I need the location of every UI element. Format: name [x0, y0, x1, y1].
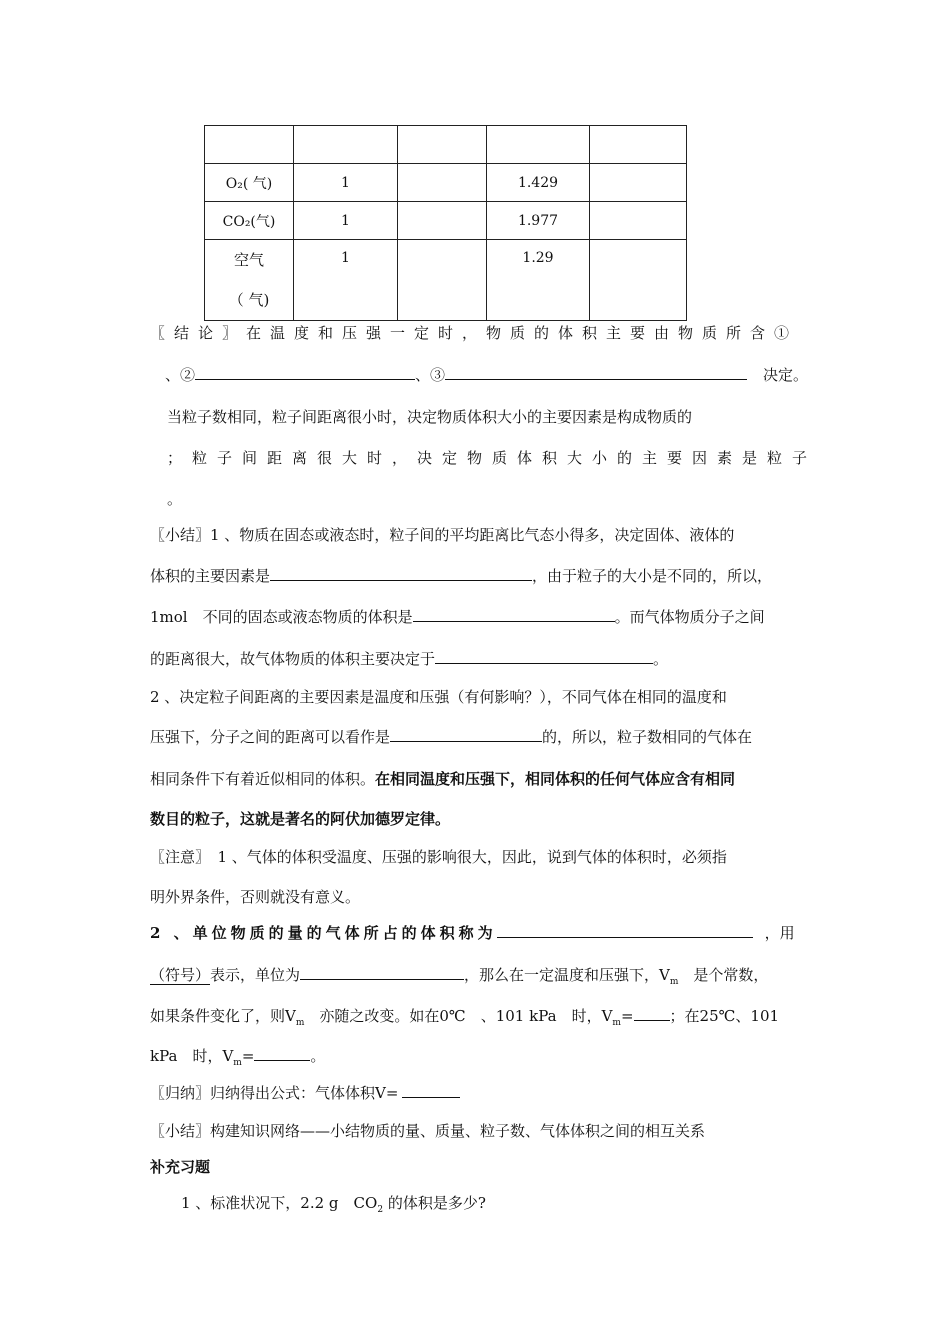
avogadro-law: 数目的粒子，这就是著名的阿伏加德罗定律。 — [150, 810, 451, 828]
blank-unit — [300, 964, 464, 980]
text-span: 。而气体物质分子之间 — [614, 608, 765, 626]
note-line-5 — [150, 1005, 779, 1028]
text-span: 1 、标准状况下，2.2 g CO — [181, 1194, 378, 1212]
blank-formula — [402, 1082, 460, 1098]
text-span: 〖归纳〗归纳得出公式：气体体积V= — [150, 1084, 399, 1102]
text-span: ；在25℃、101 — [669, 1007, 780, 1025]
summary1-line-4 — [150, 648, 668, 669]
blank-vm-25c — [254, 1045, 310, 1061]
table-cell: 1 — [294, 202, 398, 240]
text-span: 2 — [377, 1205, 384, 1215]
air-label: 空气 — [233, 251, 264, 269]
note-line-4 — [150, 964, 768, 987]
table-cell: 1.977 — [487, 202, 590, 240]
text-span: 、③ — [415, 366, 446, 384]
text-span: m — [612, 1018, 621, 1028]
text-span: 体积的主要因素是 — [150, 567, 271, 585]
gas-data-table — [204, 125, 687, 321]
blank-gas — [435, 648, 653, 664]
table-cell — [590, 240, 687, 321]
blank-vm-stp — [634, 1005, 670, 1021]
note-line-3 — [150, 922, 795, 943]
blank-3 — [445, 364, 747, 380]
text-span: 的体积是多少? — [383, 1194, 486, 1212]
table-cell — [590, 164, 687, 202]
table-cell: 1.29 — [487, 240, 590, 321]
table-cell — [205, 126, 294, 164]
text-span: m — [295, 1018, 305, 1028]
table-cell — [205, 240, 294, 321]
summary1-line-2 — [150, 565, 772, 586]
table-cell: CO₂(气) — [205, 202, 294, 240]
table-cell: 1.429 — [487, 164, 590, 202]
text-span: ，用 — [764, 924, 795, 942]
table-cell: O₂( 气) — [205, 164, 294, 202]
text-span: 的，所以，粒子数相同的气体在 — [542, 728, 753, 746]
table-cell — [590, 126, 687, 164]
note-line-1: 〖注意〗 1 、气体的体积受温度、压强的影响很大，因此，说到气体的体积时，必须指 — [150, 848, 727, 866]
summary1-line-3 — [150, 606, 765, 627]
blank-molar-volume — [497, 922, 753, 938]
text-span: ，那么在一定温度和压强下，V — [464, 966, 670, 984]
table-row — [205, 164, 687, 202]
text-span: 表示，单位为 — [210, 966, 301, 984]
table-cell — [590, 202, 687, 240]
table-cell — [398, 164, 487, 202]
table-cell — [487, 126, 590, 164]
blank-distance — [390, 726, 542, 742]
text-span: 1mol 不同的固态或液态物质的体积是 — [150, 608, 413, 626]
summary2-line: 〖小结〗构建知识网络——小结物质的量、质量、粒子数、气体体积之间的相互关系 — [150, 1122, 706, 1140]
conclusion-line-5: 。 — [167, 490, 183, 508]
text-span: 的距离很大，故气体物质的体积主要决定于 — [150, 650, 436, 668]
text-span: 是个常数， — [678, 966, 769, 984]
exercise-question-1 — [181, 1192, 486, 1215]
blank-2 — [195, 364, 415, 380]
summary1-line-7 — [150, 768, 735, 789]
summary1-line-1: 〖小结〗1 、物质在固态或液态时，粒子间的平均距离比气态小得多，决定固体、液体的 — [150, 526, 735, 544]
text-span: 压强下，分子之间的距离可以看作是 — [150, 728, 391, 746]
exercise-heading: 补充习题 — [150, 1158, 211, 1176]
table-row — [205, 126, 687, 164]
text-span: 。 — [653, 650, 669, 668]
text-span: 亦随之改变。如在0℃ 、101 kPa 时，V — [304, 1007, 613, 1025]
table-cell — [398, 240, 487, 321]
table-cell — [398, 126, 487, 164]
blank-volume — [413, 606, 615, 622]
text-span: 相同条件下有着近似相同的体积。 — [150, 770, 376, 788]
table-cell: 1 — [294, 240, 398, 321]
note-line-6 — [150, 1045, 325, 1068]
note-line-2: 明外界条件，否则就没有意义。 — [150, 888, 361, 906]
text-span: m — [233, 1058, 242, 1068]
summary1-line-5: 2 、决定粒子间距离的主要因素是温度和压强（有何影响？），不同气体在相同的温度和 — [150, 688, 727, 706]
induction-line — [150, 1082, 460, 1103]
air-state: （ 气) — [228, 291, 270, 309]
conclusion-line-3: 当粒子数相同，粒子间距离很小时，决定物质体积大小的主要因素是构成物质的 — [167, 408, 693, 426]
table-cell — [398, 202, 487, 240]
table-row — [205, 202, 687, 240]
text-span: （符号） — [150, 966, 211, 984]
table-cell: 1 — [294, 164, 398, 202]
conclusion-line-1: 〖结论〗在温度和压强一定时，物质的体积主要由物质所含① — [150, 324, 799, 342]
blank-structure — [270, 565, 532, 581]
text-span: ，由于粒子的大小是不同的，所以， — [532, 567, 773, 585]
conclusion-line-4: ；粒子间距离很大时，决定物质体积大小的主要因素是粒子 — [167, 449, 818, 467]
text-span: = — [241, 1047, 255, 1065]
text-span: m — [669, 977, 679, 987]
text-span: 如果条件变化了，则V — [150, 1007, 296, 1025]
text-span: 、② — [165, 366, 196, 384]
summary1-line-6 — [150, 726, 752, 747]
text-span: 2 、单位物质的量的气体所占的体积称为 — [150, 924, 497, 942]
conclusion-line-2 — [165, 364, 808, 385]
text-span: kPa 时，V — [150, 1047, 234, 1065]
table-cell — [294, 126, 398, 164]
text-span: = — [620, 1007, 634, 1025]
text-span: 决定。 — [763, 366, 809, 384]
table-row — [205, 240, 687, 321]
text-span: 在相同温度和压强下，相同体积的任何气体应含有相同 — [375, 770, 736, 788]
text-span: 。 — [310, 1047, 326, 1065]
